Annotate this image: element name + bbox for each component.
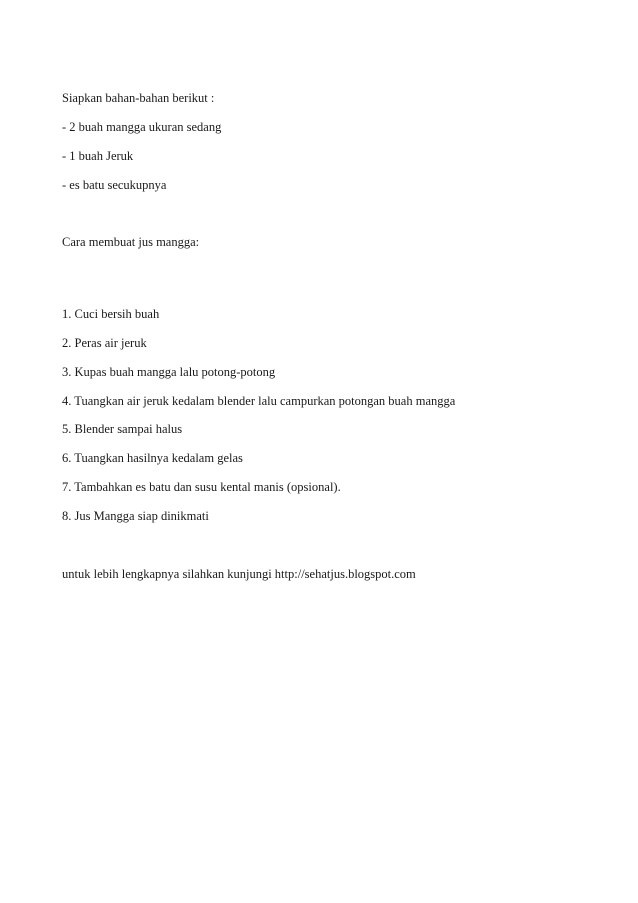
method-heading: Cara membuat jus mangga: — [62, 235, 200, 249]
ingredient-item: - 2 buah mangga ukuran sedang — [62, 120, 222, 134]
step-item: 5. Blender sampai halus — [62, 422, 183, 436]
step-item: 1. Cuci bersih buah — [62, 307, 160, 321]
ingredient-item: - 1 buah Jeruk — [62, 149, 134, 163]
step-item: 2. Peras air jeruk — [62, 336, 147, 350]
ingredient-item: - es batu secukupnya — [62, 178, 167, 192]
step-item: 4. Tuangkan air jeruk kedalam blender lalu campurkan potongan buah mangga — [62, 394, 456, 408]
step-item: 7. Tambahkan es batu dan susu kental manis (opsional). — [62, 480, 341, 494]
footer-note: untuk lebih lengkapnya silahkan kunjungi http://sehatjus.blogspot.com — [62, 567, 416, 581]
step-item: 3. Kupas buah mangga lalu potong-potong — [62, 365, 276, 379]
step-item: 8. Jus Mangga siap dinikmati — [62, 509, 209, 523]
ingredients-heading: Siapkan bahan-bahan berikut : — [62, 91, 215, 105]
step-item: 6. Tuangkan hasilnya kedalam gelas — [62, 451, 243, 465]
